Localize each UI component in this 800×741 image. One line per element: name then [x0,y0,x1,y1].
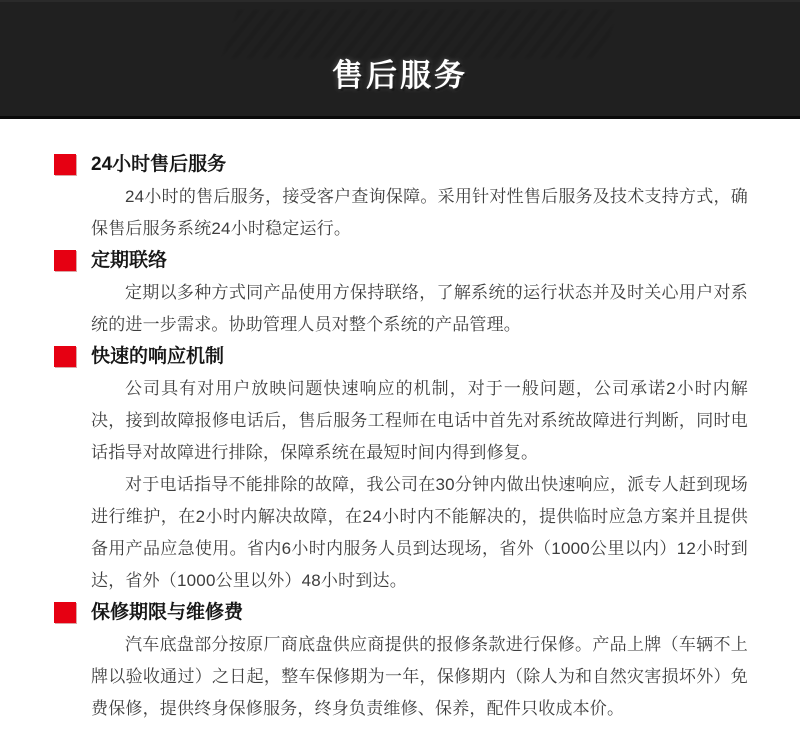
section-paragraph: 公司具有对用户放映问题快速响应的机制，对于一般问题，公司承诺2小时内解决，接到故障报修电话后，售后服务工程师在电话中首先对系统故障进行判断，同时电话指导对故障进行排除，保障系统在最短时间内得到修复。 [91,379,748,462]
section-paragraph: 24小时的售后服务，接受客户查询保障。采用针对性售后服务及技术支持方式，确保售后服务系统24小时稳定运行。 [91,187,748,238]
section-heading [91,597,748,629]
header-banner [0,0,800,119]
section-title-text: 定期联络 [91,250,168,271]
section-title-text: 快速的响应机制 [91,346,225,367]
section-paragraph: 汽车底盘部分按原厂商底盘供应商提供的报修条款进行保修。产品上牌（车辆不上牌以验收通过）之日起，整车保修期为一年，保修期内（除人为和自然灾害损坏外）免费保修，提供终身保修服务，终身负责维修、保养，配件只收成本价。 [91,635,748,718]
section-heading [91,341,748,373]
section-title-text: 保修期限与维修费 [91,602,244,623]
section-warranty [91,597,748,725]
red-square-bullet-icon [54,346,76,367]
section-paragraph: 定期以多种方式同产品使用方保持联络，了解系统的运行状态并及时关心用户对系统的进一步需求。协助管理人员对整个系统的产品管理。 [91,283,748,334]
section-regular-contact [91,245,748,341]
section-heading [91,245,748,277]
section-heading [91,149,748,181]
red-square-bullet-icon [54,602,76,623]
page-title: 售后服务 [332,57,468,93]
content-area [0,119,800,725]
watermark-smudge [222,10,618,58]
section-paragraph: 对于电话指导不能排除的故障，我公司在30分钟内做出快速响应，派专人赶到现场进行维护，在2小时内解决故障，在24小时内不能解决的，提供临时应急方案并且提供备用产品应急使用。省内6小时内服务人员到达现场，省外（1000公里以内）12小时到达，省外（1000公里以外）48小时到达。 [91,475,748,590]
section-24h-service [91,149,748,245]
red-square-bullet-icon [54,154,76,175]
section-rapid-response [91,341,748,597]
red-square-bullet-icon [54,250,76,271]
section-title-text: 24小时售后服务 [91,154,227,175]
